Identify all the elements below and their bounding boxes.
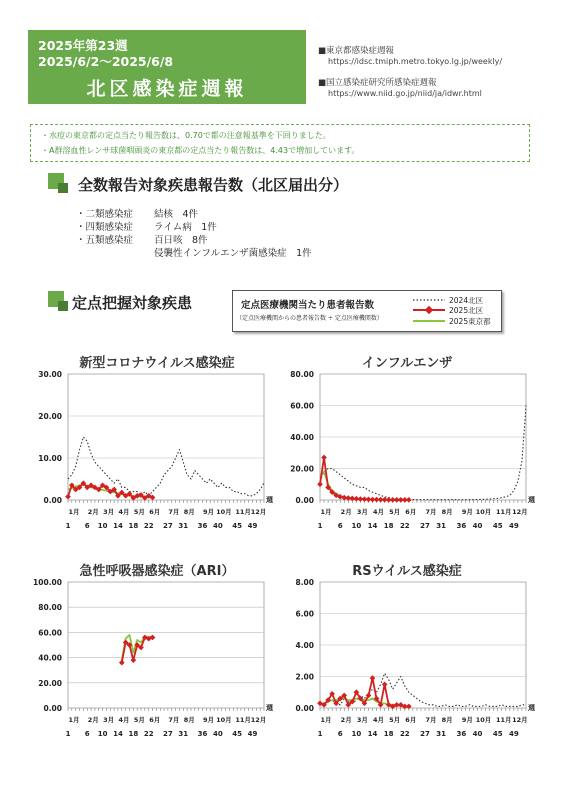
x-month-label: 5月: [389, 716, 401, 724]
x-week-label: 45: [232, 730, 242, 738]
x-week-label: 36: [456, 522, 467, 530]
chart-rsv: [276, 574, 540, 752]
x-month-label: 2月: [87, 716, 99, 724]
x-month-label: 12月: [512, 508, 528, 516]
x-week-label: 10: [97, 730, 108, 738]
x-week-label: 49: [509, 730, 519, 738]
x-month-label: 7月: [168, 716, 180, 724]
x-month-label: 4月: [118, 508, 130, 516]
x-month-label: 6月: [405, 508, 417, 516]
x-week-label: 14: [367, 522, 378, 530]
x-unit-label: 週: [528, 496, 535, 504]
x-week-label: 22: [399, 522, 410, 530]
y-tick-label: 0.00: [43, 704, 62, 713]
source-link-tokyo[interactable]: https://idsc.tmiph.metro.tokyo.lg.jp/weekly/: [328, 57, 503, 66]
chart-influenza: [276, 366, 540, 544]
x-month-label: 6月: [149, 508, 161, 516]
x-month-label: 8月: [183, 716, 195, 724]
x-week-label: 14: [113, 730, 123, 738]
x-week-label: 22: [399, 730, 410, 738]
chart-ari: [24, 574, 278, 752]
x-month-label: 3月: [103, 716, 115, 724]
chart-title: 急性呼吸器感染症（ARI）: [79, 564, 235, 579]
x-month-label: 4月: [118, 716, 130, 724]
x-week-label: 31: [436, 522, 447, 530]
x-month-label: 11月: [495, 716, 512, 724]
report-items: ライム病 1件: [154, 222, 217, 233]
x-month-label: 12月: [512, 716, 528, 724]
y-tick-label: 80.00: [290, 370, 314, 379]
x-month-label: 3月: [356, 508, 368, 516]
x-month-label: 2月: [87, 508, 99, 516]
x-month-label: 10月: [216, 716, 232, 724]
y-tick-label: 0.00: [295, 704, 314, 713]
x-month-label: 12月: [250, 716, 267, 724]
y-tick-label: 8.00: [295, 578, 314, 587]
legend-keys: [411, 291, 501, 331]
y-tick-label: 20.00: [38, 678, 62, 688]
x-month-label: 12月: [250, 508, 267, 516]
x-week-label: 31: [178, 730, 189, 738]
x-month-label: 7月: [425, 716, 437, 724]
x-month-label: 10月: [475, 716, 492, 724]
x-month-label: 3月: [356, 716, 368, 724]
y-tick-label: 0.00: [43, 496, 62, 505]
legend-title: 定点医療機関当たり患者報告数: [241, 300, 375, 311]
x-month-label: 3月: [103, 508, 115, 516]
x-week-label: 14: [113, 522, 123, 530]
x-month-label: 9月: [461, 508, 473, 516]
plot-area: [68, 582, 264, 708]
x-month-label: 1月: [320, 508, 332, 516]
x-week-label: 1: [317, 522, 323, 530]
chart-title: RSウイルス感染症: [352, 564, 462, 579]
x-week-label: 40: [213, 522, 223, 530]
x-month-label: 6月: [149, 716, 161, 724]
report-week: 2025年第23週: [38, 38, 128, 53]
legend-label: 2025東京都: [449, 317, 491, 326]
x-month-label: 8月: [183, 508, 195, 516]
x-week-label: 36: [197, 522, 208, 530]
source-name-niid: ■国立感染症研究所感染症週報: [318, 78, 437, 88]
chart-legend: [232, 290, 502, 332]
x-week-label: 27: [420, 522, 430, 530]
x-week-label: 1: [317, 730, 323, 738]
x-week-label: 10: [351, 730, 362, 738]
x-month-label: 6月: [405, 716, 417, 724]
x-month-label: 10月: [475, 508, 492, 516]
chart-covid: [24, 366, 278, 544]
x-month-label: 8月: [441, 508, 453, 516]
y-tick-label: 20.00: [38, 412, 62, 421]
x-month-label: 1月: [68, 716, 80, 724]
x-week-label: 6: [337, 522, 343, 530]
x-month-label: 4月: [372, 508, 385, 516]
x-month-label: 11月: [235, 508, 251, 516]
source-link-niid[interactable]: https://www.niid.go.jp/niid/ja/idwr.html: [328, 89, 482, 98]
report-category: ・二類感染症: [76, 209, 134, 220]
x-month-label: 10月: [216, 508, 232, 516]
section-marker: [58, 183, 68, 193]
x-week-label: 36: [197, 730, 208, 738]
y-tick-label: 80.00: [38, 603, 62, 613]
x-week-label: 31: [436, 730, 447, 738]
legend-label: 2025北区: [449, 306, 484, 315]
x-month-label: 7月: [425, 508, 437, 516]
x-month-label: 8月: [441, 716, 453, 724]
legend-subtitle: （定点医療機関からの患者報告数 ÷ 定点医療機関数）: [236, 315, 383, 322]
x-week-label: 45: [492, 730, 503, 738]
report-category: ・五類感染症: [76, 235, 134, 246]
y-tick-label: 40.00: [290, 433, 314, 442]
x-week-label: 27: [163, 730, 173, 738]
x-month-label: 5月: [133, 716, 145, 724]
y-tick-label: 10.00: [38, 454, 62, 463]
x-month-label: 7月: [168, 508, 180, 516]
legend-label: 2024北区: [449, 296, 484, 305]
y-tick-label: 4.00: [295, 641, 314, 650]
x-week-label: 31: [178, 522, 189, 530]
x-week-label: 22: [143, 522, 154, 530]
x-week-label: 40: [472, 522, 483, 530]
x-month-label: 11月: [235, 716, 251, 724]
x-month-label: 5月: [389, 508, 401, 516]
x-week-label: 18: [128, 522, 139, 530]
x-month-label: 2月: [340, 716, 352, 724]
x-month-label: 4月: [372, 716, 385, 724]
y-tick-label: 6.00: [295, 609, 314, 619]
x-month-label: 9月: [202, 716, 215, 724]
x-month-label: 9月: [202, 508, 215, 516]
x-month-label: 2月: [340, 508, 352, 516]
x-week-label: 40: [472, 730, 483, 738]
x-week-label: 10: [97, 522, 108, 530]
x-week-label: 18: [128, 730, 139, 738]
x-week-label: 1: [65, 522, 71, 530]
x-week-label: 27: [420, 730, 430, 738]
y-tick-label: 60.00: [290, 401, 314, 411]
report-category: ・四類感染症: [76, 222, 134, 233]
x-week-label: 27: [163, 522, 173, 530]
x-week-label: 10: [351, 522, 362, 530]
x-week-label: 49: [247, 522, 258, 530]
source-name-tokyo: ■東京都感染症週報: [318, 46, 395, 56]
x-unit-label: 週: [266, 704, 273, 712]
alert-box: [30, 124, 530, 162]
section-heading-sentinel: 定点把握対象疾患: [72, 294, 193, 312]
report-date-range: 2025/6/2～2025/6/8: [38, 54, 174, 69]
x-month-label: 1月: [320, 716, 332, 724]
x-week-label: 45: [492, 522, 503, 530]
x-month-label: 9月: [461, 716, 473, 724]
y-tick-label: 100.00: [33, 578, 62, 587]
x-week-label: 1: [65, 730, 71, 738]
x-week-label: 49: [509, 522, 519, 530]
section-heading-full-report: 全数報告対象疾患報告数（北区届出分）: [78, 176, 349, 194]
report-items: 侵襲性インフルエンザ菌感染症 1件: [154, 248, 312, 259]
x-unit-label: 週: [528, 704, 535, 712]
x-month-label: 1月: [68, 508, 80, 516]
alert-line: ・水痘の東京都の定点当たり報告数は、0.70で都の注意報基準を下回りました。: [41, 131, 331, 140]
y-tick-label: 40.00: [38, 653, 62, 663]
y-tick-label: 0.00: [295, 496, 314, 505]
x-month-label: 11月: [495, 508, 512, 516]
report-items: 百日咳 8件: [154, 235, 208, 246]
x-week-label: 14: [367, 730, 378, 738]
plot-area: [68, 374, 264, 500]
y-tick-label: 30.00: [38, 370, 62, 379]
report-items: 結核 4件: [154, 209, 199, 220]
x-week-label: 22: [143, 730, 154, 738]
x-week-label: 18: [383, 730, 394, 738]
x-month-label: 5月: [133, 508, 145, 516]
x-week-label: 36: [456, 730, 467, 738]
section-marker: [58, 301, 68, 311]
title-banner: [28, 30, 306, 104]
y-tick-label: 2.00: [295, 672, 314, 682]
x-week-label: 40: [213, 730, 223, 738]
x-week-label: 6: [84, 522, 90, 530]
chart-title: インフルエンザ: [361, 356, 453, 371]
x-week-label: 6: [84, 730, 90, 738]
chart-title: 新型コロナウイルス感染症: [79, 356, 235, 371]
legend-marker: [425, 306, 433, 314]
x-week-label: 49: [247, 730, 258, 738]
page-title: 北区感染症週報: [86, 78, 248, 100]
y-tick-label: 60.00: [38, 628, 62, 638]
x-unit-label: 週: [266, 496, 273, 504]
x-week-label: 45: [232, 522, 242, 530]
alert-line: ・A群溶血性レンサ球菌咽頭炎の東京都の定点当たり報告数は、4.43で増加しています。: [41, 146, 360, 155]
x-week-label: 18: [383, 522, 394, 530]
y-tick-label: 20.00: [290, 464, 314, 474]
x-week-label: 6: [337, 730, 343, 738]
